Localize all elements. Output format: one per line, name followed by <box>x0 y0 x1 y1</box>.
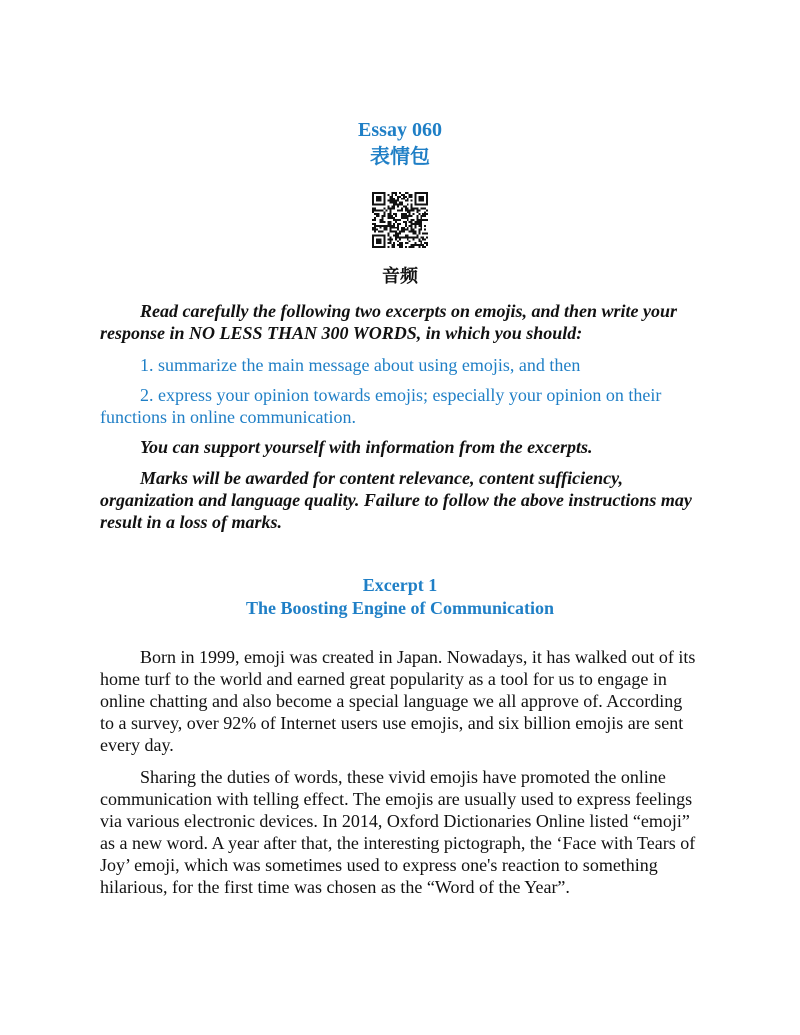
essay-title: Essay 060 <box>358 119 442 141</box>
qr-code-icon[interactable] <box>372 192 428 248</box>
excerpt-title: The Boosting Engine of Communication <box>245 598 555 618</box>
excerpt-paragraph-1: Born in 1999, emoji was created in Japan. Nowadays, it has walked out of its home turf to the world and earned great popularity as a tool for us to engage in online chatting and also become a special language we all approve of. According to a survey, over 92% of Internet users use emojis, and six billion emojis are sent every day. <box>100 647 696 755</box>
audio-label: 音频 <box>382 266 418 287</box>
instructions-support: You can support yourself with information from the excerpts. <box>140 437 593 457</box>
essay-subtitle: 表情包 <box>370 144 430 168</box>
instructions-intro: Read carefully the following two excerpts on emojis, and then write your response in NO LESS THAN 300 WORDS, in which you should: <box>100 301 678 343</box>
excerpt-paragraph-2: Sharing the duties of words, these vivid emojis have promoted the online communication with telling effect. The emojis are usually used to express feelings via various electronic devices. In 2014, Oxford Dictionaries Online listed “emoji” as a new word. A year after that, the interesting pictograph, the ‘Face with Tears of Joy’ emoji, which was sometimes used to express one's reaction to something hilarious, for the first time was chosen as the “Word of the Year”. <box>100 767 696 897</box>
instructions-marks: Marks will be awarded for content relevance, content sufficiency, organization and language quality. Failure to follow the above instructions may result in a loss of marks. <box>100 468 692 532</box>
task-2: 2. express your opinion towards emojis; especially your opinion on their functions in online communication. <box>100 385 662 427</box>
task-1: 1. summarize the main message about using emojis, and then <box>140 355 581 375</box>
excerpt-label: Excerpt 1 <box>362 575 438 595</box>
